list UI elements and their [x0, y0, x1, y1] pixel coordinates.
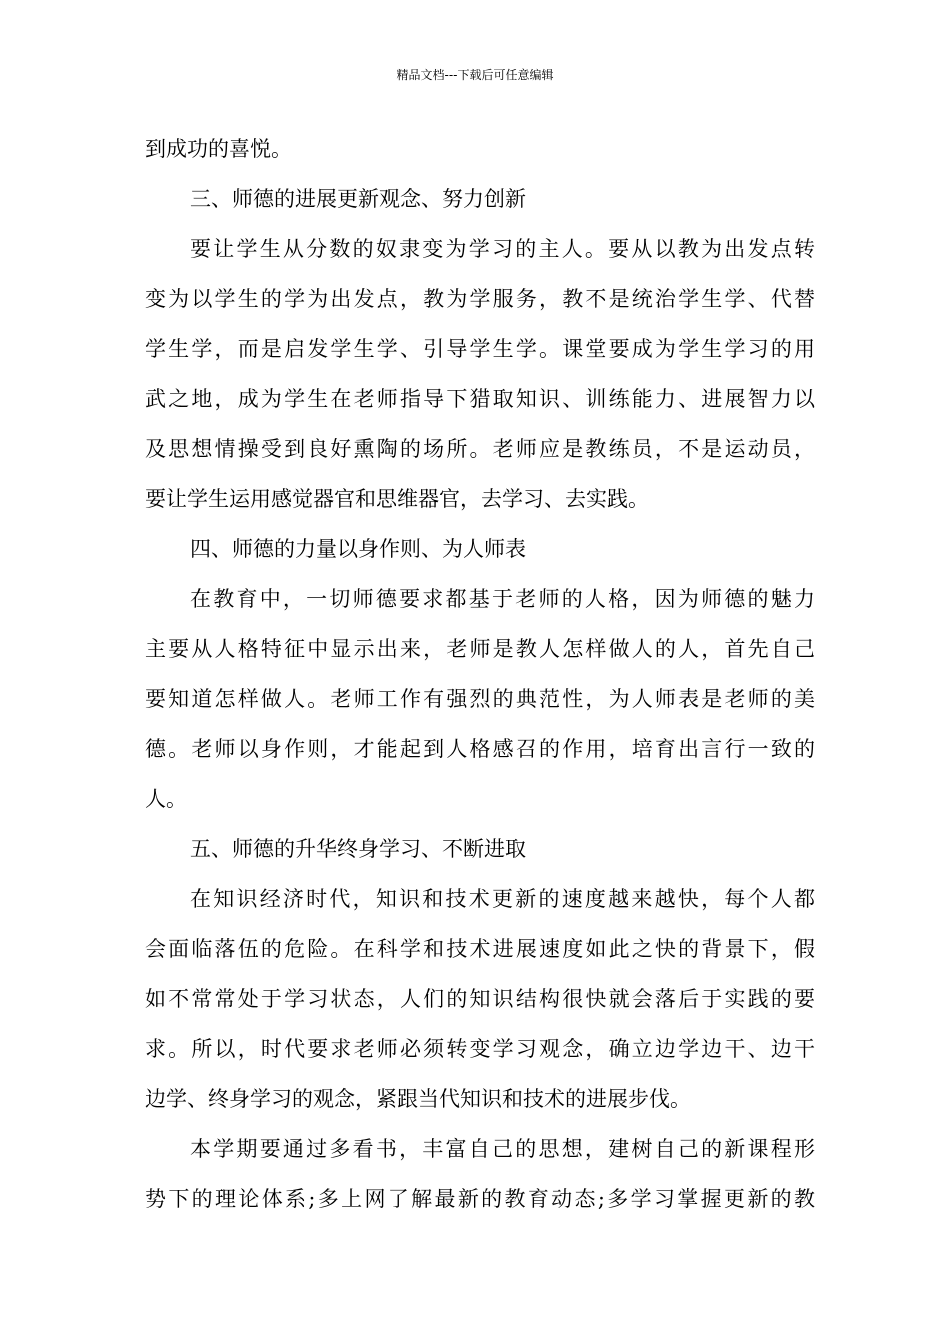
- body-line: 及思想情操受到良好熏陶的场所。老师应是教练员，不是运动员，: [145, 437, 815, 461]
- body-line: 要知道怎样做人。老师工作有强烈的典范性，为人师表是老师的美: [145, 687, 815, 711]
- body-line: 本学期要通过多看书，丰富自己的思想，建树自己的新课程形: [190, 1137, 815, 1161]
- body-line: 主要从人格特征中显示出来，老师是教人怎样做人的人，首先自己: [145, 637, 815, 661]
- body-line: 武之地，成为学生在老师指导下猎取知识、训练能力、进展智力以: [145, 387, 815, 411]
- body-line: 在教育中，一切师德要求都基于老师的人格，因为师德的魅力: [190, 587, 815, 611]
- body-line: 在知识经济时代，知识和技术更新的速度越来越快，每个人都: [190, 887, 815, 911]
- body-line: 学生学，而是启发学生学、引导学生学。课堂要成为学生学习的用: [145, 337, 815, 361]
- body-line: 势下的理论体系;多上网了解最新的教育动态;多学习掌握更新的教: [145, 1187, 815, 1211]
- body-line: 人。: [145, 787, 187, 811]
- body-line: 如不常常处于学习状态，人们的知识结构很快就会落后于实践的要: [145, 987, 815, 1011]
- body-line: 求。所以，时代要求老师必须转变学习观念，确立边学边干、边干: [145, 1037, 815, 1061]
- section-heading-4: 四、师德的力量以身作则、为人师表: [190, 537, 526, 561]
- body-line: 到成功的喜悦。: [145, 137, 292, 161]
- body-line: 要让学生运用感觉器官和思维器官，去学习、去实践。: [145, 487, 649, 511]
- section-heading-5: 五、师德的升华终身学习、不断进取: [190, 837, 526, 861]
- body-line: 会面临落伍的危险。在科学和技术进展速度如此之快的背景下，假: [145, 937, 815, 961]
- body-line: 边学、终身学习的观念，紧跟当代知识和技术的进展步伐。: [145, 1087, 691, 1111]
- body-line: 德。老师以身作则，才能起到人格感召的作用，培育出言行一致的: [145, 737, 815, 761]
- page-header: 精品文档---下载后可任意编辑: [396, 68, 554, 82]
- section-heading-3: 三、师德的进展更新观念、努力创新: [190, 187, 526, 211]
- body-line: 变为以学生的学为出发点，教为学服务，教不是统治学生学、代替: [145, 287, 815, 311]
- body-line: 要让学生从分数的奴隶变为学习的主人。要从以教为出发点转: [190, 237, 815, 261]
